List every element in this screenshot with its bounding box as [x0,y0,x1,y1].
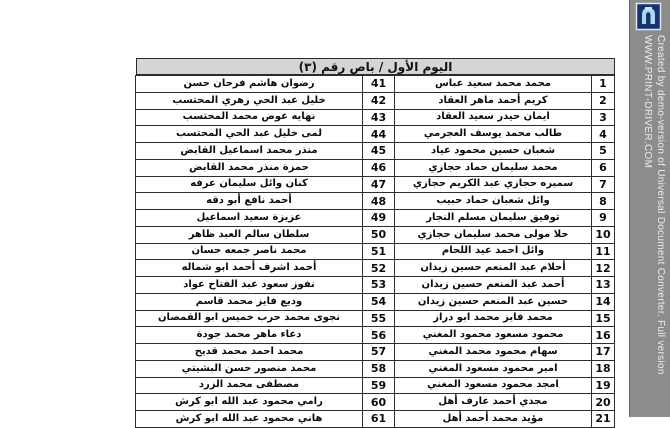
bus-roster-table [136,58,615,426]
seat-number-right: 13 [592,277,615,294]
table-row [136,126,615,143]
passenger-name-left: نفوز سعود عبد الفتاح عواد [136,277,363,294]
passenger-name-left: حمزة منذر محمد القابض [136,159,363,176]
table-row [136,143,615,160]
passenger-name-left: مصطفى محمد الزرد [136,377,363,394]
seat-number-left: 61 [363,411,395,428]
seat-number-right: 15 [592,310,615,327]
passenger-name-left: سلطان سالم العبد ظاهر [136,226,363,243]
seat-number-right: 18 [592,360,615,377]
passenger-name-left: دعاء ماهر محمد جودة [136,327,363,344]
seat-number-right: 8 [592,193,615,210]
table-row [136,193,615,210]
passenger-name-right: أحلام عبد المنعم حسين زيدان [395,260,592,277]
seat-number-right: 20 [592,394,615,411]
table-row [136,411,615,428]
passenger-name-left: خليل عبد الحي زهري المحتسب [136,92,363,109]
table-row [136,226,615,243]
passenger-name-right: طالب محمد يوسف العجرمي [395,126,592,143]
udc-logo-icon [636,3,661,30]
seat-number-left: 54 [363,293,395,310]
passenger-name-left: رامي محمود عبد الله ابو كرش [136,394,363,411]
passenger-table-body [136,76,615,428]
seat-number-left: 59 [363,377,395,394]
seat-number-right: 17 [592,344,615,361]
table-row [136,344,615,361]
seat-number-left: 47 [363,176,395,193]
watermark-strip [629,0,670,417]
table-row [136,92,615,109]
passenger-name-left: نجوى محمد حرب خميس ابو القمصان [136,310,363,327]
seat-number-left: 44 [363,126,395,143]
seat-number-left: 60 [363,394,395,411]
passenger-name-right: وائل احمد عيد اللحام [395,243,592,260]
table-row [136,360,615,377]
passenger-name-right: شعبان حسين محمود عياد [395,143,592,160]
seat-number-left: 53 [363,277,395,294]
seat-number-right: 11 [592,243,615,260]
passenger-name-left: رضوان هاشم فرحان حسن [136,76,363,93]
passenger-name-right: مؤيد محمد أحمد أهل [395,411,592,428]
passenger-name-left: لمى خليل عبد الحي المحتسب [136,126,363,143]
seat-number-left: 48 [363,193,395,210]
table-row [136,327,615,344]
passenger-name-left: هاني محمود عبد الله ابو كرش [136,411,363,428]
passenger-name-right: محمد محمد سعيد عباس [395,76,592,93]
seat-number-left: 57 [363,344,395,361]
seat-number-left: 50 [363,226,395,243]
seat-number-right: 7 [592,176,615,193]
table-title-text: اليوم الأول / باص رقم (٣) [298,59,453,74]
seat-number-left: 46 [363,159,395,176]
passenger-name-right: حسين عبد المنعم حسين زيدان [395,293,592,310]
passenger-name-right: امير محمود مسعود المغني [395,360,592,377]
passenger-name-right: وائل شعبان حماد حبيب [395,193,592,210]
seat-number-left: 45 [363,143,395,160]
seat-number-right: 16 [592,327,615,344]
passenger-table [135,75,615,428]
passenger-name-left: محمد احمد محمد قديح [136,344,363,361]
seat-number-left: 58 [363,360,395,377]
seat-number-left: 43 [363,109,395,126]
table-row [136,176,615,193]
passenger-name-right: سهام محمود محمد المغني [395,344,592,361]
passenger-name-left: محمد ناصر جمعه حسان [136,243,363,260]
passenger-name-right: محمود مسعود محمود المغني [395,327,592,344]
passenger-name-left: كنان وائل سليمان عرفه [136,176,363,193]
table-title [136,58,615,75]
seat-number-right: 14 [592,293,615,310]
seat-number-right: 5 [592,143,615,160]
table-row [136,159,615,176]
passenger-name-left: أحمد اشرف أحمد ابو شماله [136,260,363,277]
passenger-name-right: محمد سليمان حماد حجازي [395,159,592,176]
table-row [136,293,615,310]
passenger-name-left: عزيزة سعيد اسماعيل [136,210,363,227]
table-row [136,277,615,294]
table-row [136,109,615,126]
table-row [136,310,615,327]
passenger-name-right: ايمان حيدر سعيد العقاد [395,109,592,126]
seat-number-right: 12 [592,260,615,277]
seat-number-right: 1 [592,76,615,93]
seat-number-left: 41 [363,76,395,93]
seat-number-right: 6 [592,159,615,176]
seat-number-left: 52 [363,260,395,277]
table-row [136,243,615,260]
seat-number-right: 19 [592,377,615,394]
watermark-text [641,35,667,417]
seat-number-left: 42 [363,92,395,109]
seat-number-left: 56 [363,327,395,344]
seat-number-right: 21 [592,411,615,428]
passenger-name-right: مجدي أحمد عارف أهل [395,394,592,411]
passenger-name-right: امجد محمود مسعود المغني [395,377,592,394]
table-row [136,210,615,227]
passenger-name-right: توفيق سليمان مسلم النجار [395,210,592,227]
table-row [136,260,615,277]
seat-number-right: 3 [592,109,615,126]
table-row [136,76,615,93]
passenger-name-left: محمد منصور حسن البشيتي [136,360,363,377]
passenger-name-right: محمد فايز محمد ابو دراز [395,310,592,327]
passenger-name-left: وديع فايز محمد قاسم [136,293,363,310]
seat-number-right: 10 [592,226,615,243]
watermark-line-url: WWW.PRINT-DRIVER.COM [642,35,653,169]
passenger-name-right: كريم أحمد ماهر العقاد [395,92,592,109]
watermark-line-created: Created by demo-version of Universal Document Converter. Full version [655,35,666,375]
passenger-name-left: أحمد نافع أبو دقه [136,193,363,210]
passenger-name-right: حلا مولى محمد سليمان حجازي [395,226,592,243]
seat-number-right: 2 [592,92,615,109]
seat-number-left: 49 [363,210,395,227]
passenger-name-left: منذر محمد اسماعيل القابض [136,143,363,160]
table-row [136,377,615,394]
seat-number-left: 55 [363,310,395,327]
seat-number-right: 4 [592,126,615,143]
passenger-name-left: نهايه عوض محمد المحتسب [136,109,363,126]
passenger-name-right: أحمد عبد المنعم حسين زيدان [395,277,592,294]
passenger-name-right: سميره حجازي عبد الكريم حجازي [395,176,592,193]
seat-number-left: 51 [363,243,395,260]
table-row [136,394,615,411]
seat-number-right: 9 [592,210,615,227]
